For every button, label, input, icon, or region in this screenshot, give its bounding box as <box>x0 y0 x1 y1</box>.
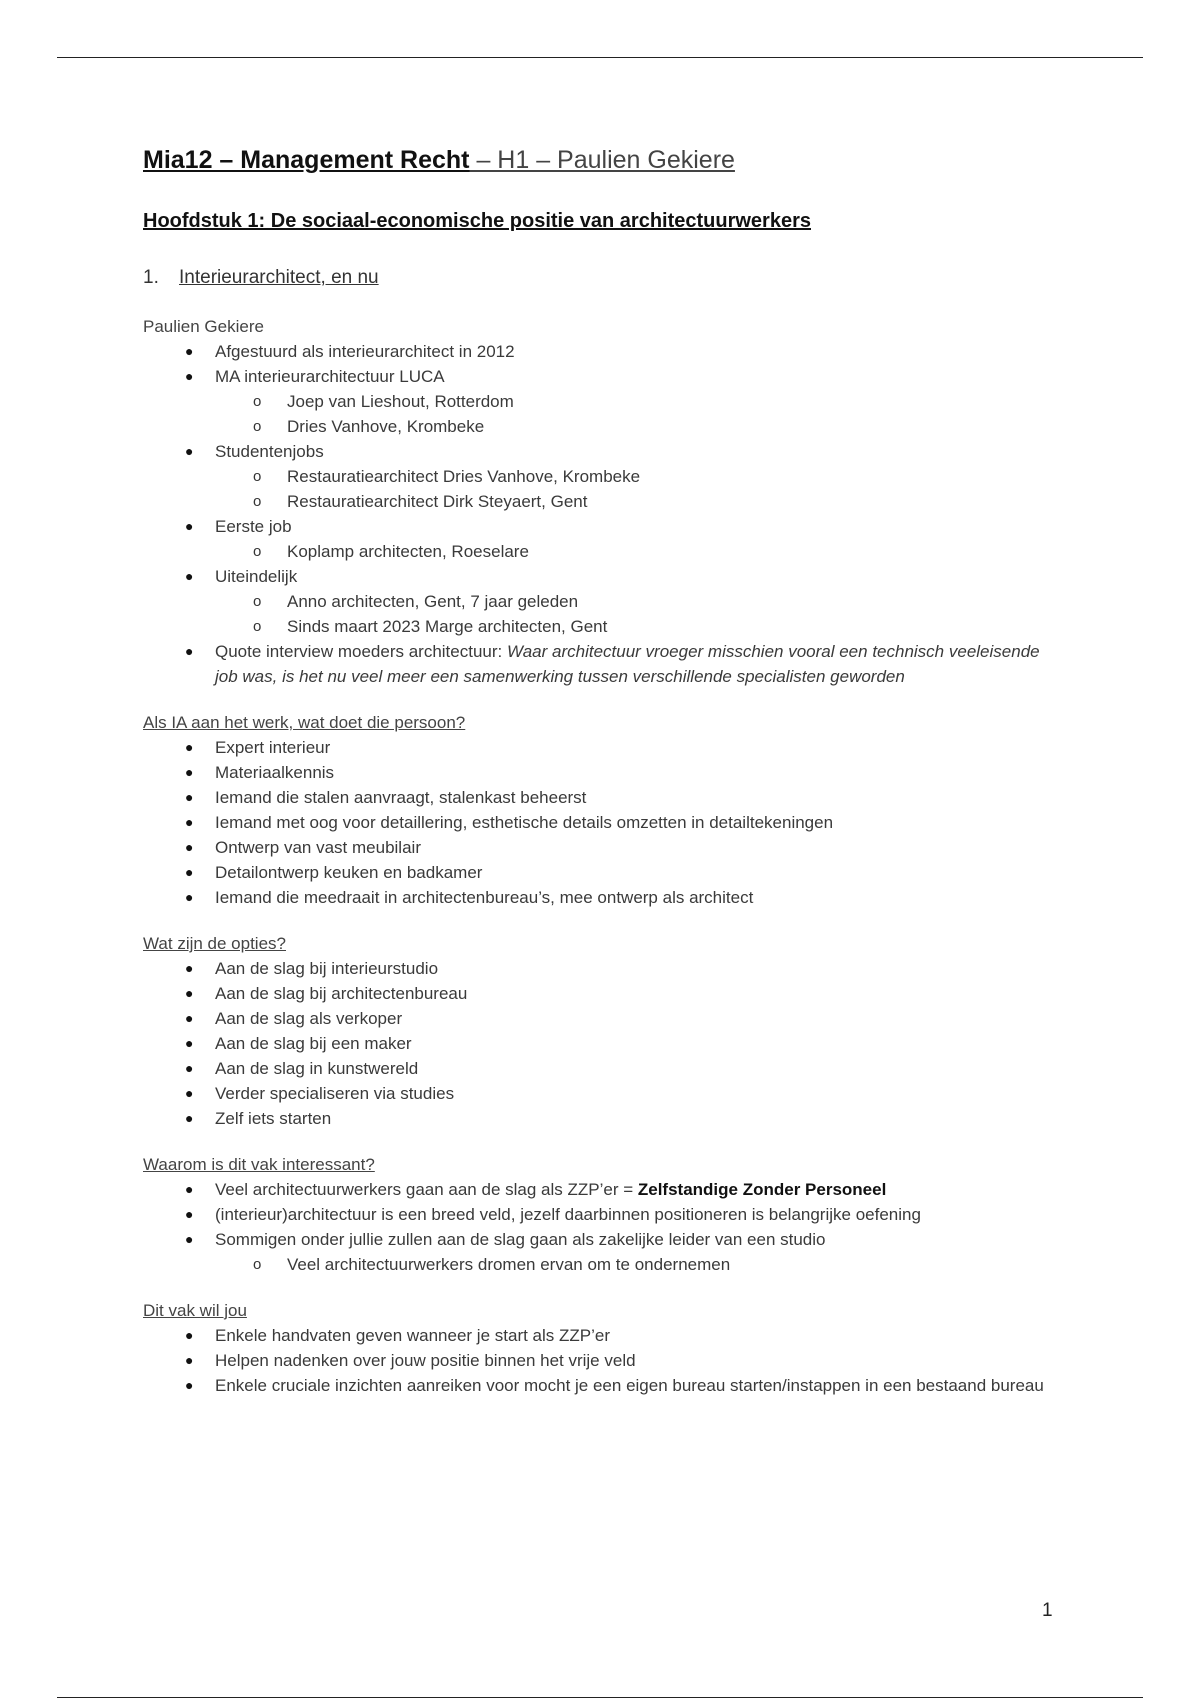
ia-work-list <box>143 735 1063 910</box>
footer-rule <box>57 1697 1143 1698</box>
list-item: ● Veel architectuurwerkers gaan aan de slag als ZZP’er = Zelfstandige Zonder Personeel <box>143 1177 1063 1202</box>
list-item: ● Helpen nadenken over jouw positie binnen het vrije veld <box>143 1348 1063 1373</box>
sub-list <box>215 464 1063 514</box>
section-heading <box>143 265 1063 291</box>
bullet-icon: ● <box>185 1085 194 1101</box>
sub-list <box>215 589 1063 639</box>
circle-bullet-icon: o <box>253 543 262 560</box>
list-item: ● Detailontwerp keuken en badkamer <box>143 860 1063 885</box>
list-item: ● Expert interieur <box>143 735 1063 760</box>
wants-list <box>143 1323 1063 1398</box>
sub-list-item: o Koplamp architecten, Roeselare <box>215 539 1063 564</box>
bullet-icon: ● <box>185 864 194 880</box>
wants-section <box>143 1299 1063 1398</box>
list-item: ● (interieur)architectuur is een breed veld, jezelf daarbinnen positioneren is belangrijke oefening <box>143 1202 1063 1227</box>
bullet-icon: ● <box>185 960 194 976</box>
bullet-icon: ● <box>185 568 194 584</box>
list-item: ● Uiteindelijk o Anno architecten, Gent, 7 jaar geleden o Sinds maart 2023 Marge architecten, Gent <box>143 564 1063 639</box>
page-title <box>143 143 1063 177</box>
list-item: ● Zelf iets starten <box>143 1106 1063 1131</box>
list-item: ● Verder specialiseren via studies <box>143 1081 1063 1106</box>
list-item: ● Aan de slag in kunstwereld <box>143 1056 1063 1081</box>
circle-bullet-icon: o <box>253 593 262 610</box>
bullet-icon: ● <box>185 889 194 905</box>
bullet-icon: ● <box>185 1327 194 1343</box>
bullet-icon: ● <box>185 839 194 855</box>
options-section <box>143 932 1063 1131</box>
list-item: ● Studentenjobs o Restauratiearchitect Dries Vanhove, Krombeke o Restauratiearchitect Dirk Steyaert, Gent <box>143 439 1063 514</box>
sub-list-item: o Restauratiearchitect Dirk Steyaert, Gent <box>215 489 1063 514</box>
sub-list-item: o Joep van Lieshout, Rotterdom <box>215 389 1063 414</box>
list-item: ● Materiaalkennis <box>143 760 1063 785</box>
list-item: ● Iemand met oog voor detaillering, esthetische details omzetten in detailtekeningen <box>143 810 1063 835</box>
title-main: Mia12 – Management Recht <box>143 146 470 174</box>
bullet-icon: ● <box>185 1181 194 1197</box>
options-list <box>143 956 1063 1131</box>
list-item: ● Aan de slag als verkoper <box>143 1006 1063 1031</box>
sub-list <box>215 389 1063 439</box>
sub-list-item: o Dries Vanhove, Krombeke <box>215 414 1063 439</box>
bullet-icon: ● <box>185 814 194 830</box>
list-item: ● MA interieurarchitectuur LUCA o Joep van Lieshout, Rotterdom o Dries Vanhove, Krombeke <box>143 364 1063 439</box>
quote-text: Waar architectuur vroeger misschien vooral een technisch veeleisende job was, is het nu veel meer een samenwerking tussen verschillende specialisten geworden <box>215 642 1040 686</box>
header-rule <box>57 57 1143 58</box>
bullet-icon: ● <box>185 789 194 805</box>
bullet-icon: ● <box>185 1110 194 1126</box>
bullet-icon: ● <box>185 443 194 459</box>
bullet-icon: ● <box>185 1377 194 1393</box>
bullet-icon: ● <box>185 1010 194 1026</box>
sub-list <box>215 539 1063 564</box>
quote-item <box>143 639 1063 689</box>
sub-list <box>215 1252 1063 1277</box>
bullet-icon: ● <box>185 764 194 780</box>
section-title: Interieurarchitect, en nu <box>179 267 379 288</box>
list-item: ● Aan de slag bij een maker <box>143 1031 1063 1056</box>
interesting-list <box>143 1177 1063 1277</box>
profile-section <box>143 315 1063 689</box>
page-number: 1 <box>1042 1600 1053 1621</box>
list-item: ● Aan de slag bij architectenbureau <box>143 981 1063 1006</box>
bullet-icon: ● <box>185 1035 194 1051</box>
circle-bullet-icon: o <box>253 468 262 485</box>
quote-label: Quote interview moeders architectuur: <box>215 642 507 661</box>
sub-list-item: o Sinds maart 2023 Marge architecten, Gent <box>215 614 1063 639</box>
wants-heading: Dit vak wil jou <box>143 1301 247 1320</box>
list-item: ● Ontwerp van vast meubilair <box>143 835 1063 860</box>
list-item: ● Iemand die stalen aanvraagt, stalenkast beheerst <box>143 785 1063 810</box>
profile-list <box>143 339 1063 689</box>
zzp-definition: Zelfstandige Zonder Personeel <box>637 1180 887 1199</box>
section-number: 1. <box>143 267 159 288</box>
circle-bullet-icon: o <box>253 418 262 435</box>
circle-bullet-icon: o <box>253 393 262 410</box>
circle-bullet-icon: o <box>253 1256 262 1273</box>
title-sub: – H1 – Paulien Gekiere <box>469 146 735 174</box>
bullet-icon: ● <box>185 1352 194 1368</box>
options-heading: Wat zijn de opties? <box>143 934 286 953</box>
bullet-icon: ● <box>185 985 194 1001</box>
circle-bullet-icon: o <box>253 618 262 635</box>
profile-name: Paulien Gekiere <box>143 317 264 336</box>
bullet-icon: ● <box>185 1231 194 1247</box>
list-item: ● Eerste job o Koplamp architecten, Roeselare <box>143 514 1063 564</box>
bullet-icon: ● <box>185 739 194 755</box>
bullet-icon: ● <box>185 368 194 384</box>
list-item: ● Sommigen onder jullie zullen aan de slag gaan als zakelijke leider van een studio o Veel architectuurwerkers dromen ervan om te ondernemen <box>143 1227 1063 1277</box>
bullet-icon: ● <box>185 518 194 534</box>
interesting-heading: Waarom is dit vak interessant? <box>143 1155 375 1174</box>
list-item: ● Afgestuurd als interieurarchitect in 2012 <box>143 339 1063 364</box>
list-item: ● Aan de slag bij interieurstudio <box>143 956 1063 981</box>
page-content <box>143 143 1063 1398</box>
bullet-icon: ● <box>185 1060 194 1076</box>
chapter-heading: Hoofdstuk 1: De sociaal-economische positie van architectuurwerkers <box>143 210 811 232</box>
list-item: ● Iemand die meedraait in architectenbureau’s, mee ontwerp als architect <box>143 885 1063 910</box>
bullet-icon: ● <box>185 343 194 359</box>
ia-work-heading: Als IA aan het werk, wat doet die persoon? <box>143 713 466 732</box>
ia-work-section <box>143 711 1063 910</box>
bullet-icon: ● <box>185 643 194 659</box>
sub-list-item: o Restauratiearchitect Dries Vanhove, Krombeke <box>215 464 1063 489</box>
list-item: ● Enkele cruciale inzichten aanreiken voor mocht je een eigen bureau starten/instappen in een bestaand bureau <box>143 1373 1063 1398</box>
sub-list-item: o Anno architecten, Gent, 7 jaar geleden <box>215 589 1063 614</box>
list-item: ● Enkele handvaten geven wanneer je start als ZZP’er <box>143 1323 1063 1348</box>
bullet-icon: ● <box>185 1206 194 1222</box>
sub-list-item: o Veel architectuurwerkers dromen ervan om te ondernemen <box>215 1252 1063 1277</box>
interesting-section <box>143 1153 1063 1277</box>
circle-bullet-icon: o <box>253 493 262 510</box>
